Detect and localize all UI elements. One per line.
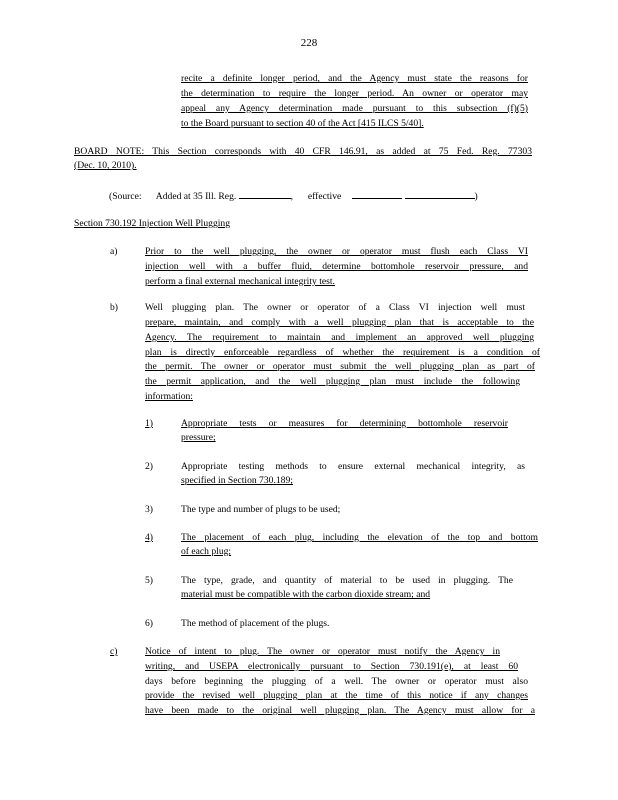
item-c-line-4: provide the revised well plugging plan at the time of this notice if any changes bbox=[145, 690, 528, 701]
effective-blank-1 bbox=[352, 189, 402, 199]
subitem-5-label: 5) bbox=[145, 575, 153, 586]
top-block-line-3: appeal any Agency determination made pursuant to this subsection (f)(5) bbox=[181, 103, 528, 114]
item-c-line-3: days before beginning the plugging of a well. The owner or operator must also bbox=[145, 676, 528, 687]
source-effective: effective bbox=[307, 191, 342, 202]
top-block-line-2: the determination to require the longer period. An owner or operator may bbox=[181, 88, 528, 99]
subitem-1-label: 1) bbox=[145, 418, 153, 429]
subitem-6-label: 6) bbox=[145, 618, 153, 629]
subitem-3-label: 3) bbox=[145, 504, 153, 515]
item-a-line-2: injection well with a buffer fluid, determine bottomhole reservoir pressure, and bbox=[145, 261, 528, 272]
subitem-4-line-2: of each plug; bbox=[181, 546, 232, 557]
register-blank bbox=[239, 189, 291, 199]
subitem-1-line-2: pressure; bbox=[181, 432, 216, 443]
subitem-4-line-1: The placement of each plug, including the elevation of the top and bottom bbox=[181, 532, 538, 543]
item-c-line-2: writing, and USEPA electronically pursuant to Section 730.191(e), at least 60 bbox=[145, 661, 518, 672]
subitem-3-line-1: The type and number of plugs to be used; bbox=[181, 504, 341, 515]
board-note-line-1: BOARD NOTE: This Section corresponds with 40 CFR 146.91, as added at 75 Fed. Reg. 77303 bbox=[74, 146, 532, 157]
item-c-line-5: have been made to the original well plugging plan. The Agency must allow for a bbox=[145, 705, 535, 716]
subitem-5-line-2: material must be compatible with the carbon dioxide stream; and bbox=[181, 589, 431, 600]
source-comma: , bbox=[290, 191, 294, 202]
top-block-line-1: recite a definite longer period, and the Agency must state the reasons for bbox=[181, 73, 528, 84]
item-b-label: b) bbox=[110, 302, 118, 313]
subitem-2-line-2: specified in Section 730.189; bbox=[181, 475, 293, 486]
subitem-1-line-1: Appropriate tests or measures for determining bottomhole reservoir bbox=[181, 418, 508, 429]
item-a-label: a) bbox=[110, 246, 118, 257]
item-b-line-2: prepare, maintain, and comply with a well plugging plan that is acceptable to the bbox=[145, 317, 534, 328]
item-b-line-3: Agency. The requirement to maintain and implement an approved well plugging bbox=[145, 332, 534, 343]
item-a-line-1: Prior to the well plugging, the owner or operator must flush each Class VI bbox=[145, 246, 528, 257]
top-block-line-4: to the Board pursuant to section 40 of the Act [415 ILCS 5/40]. bbox=[181, 118, 424, 129]
board-note-line-2: (Dec. 10, 2010). bbox=[74, 160, 137, 171]
item-c-line-1: Notice of intent to plug. The owner or operator must notify the Agency in bbox=[145, 646, 500, 657]
subitem-2-line-1: Appropriate testing methods to ensure external mechanical integrity, as bbox=[181, 461, 525, 472]
source-prefix: (Source: bbox=[109, 191, 142, 202]
page-number: 228 bbox=[300, 37, 318, 49]
item-b-line-1: Well plugging plan. The owner or operator of a Class VI injection well must bbox=[145, 302, 525, 313]
source-close: ) bbox=[474, 191, 478, 202]
effective-blank-2 bbox=[405, 189, 475, 199]
subitem-6-line-1: The method of placement of the plugs. bbox=[181, 618, 330, 629]
source-added-at: Added at 35 Ill. Reg. bbox=[155, 191, 237, 202]
item-c-label: c) bbox=[110, 646, 118, 657]
item-b-line-5: the permit. The owner or operator must submit the well plugging plan as part of bbox=[145, 361, 535, 372]
subitem-4-label: 4) bbox=[145, 532, 153, 543]
section-title: Section 730.192 Injection Well Plugging bbox=[74, 218, 231, 229]
subitem-5-line-1: The type, grade, and quantity of material to be used in plugging. The bbox=[181, 575, 513, 586]
item-a-line-3: perform a final external mechanical integrity test. bbox=[145, 276, 335, 287]
item-b-line-4: plan is directly enforceable regardless of whether the requirement is a condition of bbox=[145, 347, 540, 358]
item-b-line-7: information: bbox=[145, 391, 193, 402]
source-line bbox=[109, 189, 478, 202]
subitem-2-label: 2) bbox=[145, 461, 153, 472]
item-b-line-6: the permit application, and the well plugging plan must include the following bbox=[145, 376, 520, 387]
